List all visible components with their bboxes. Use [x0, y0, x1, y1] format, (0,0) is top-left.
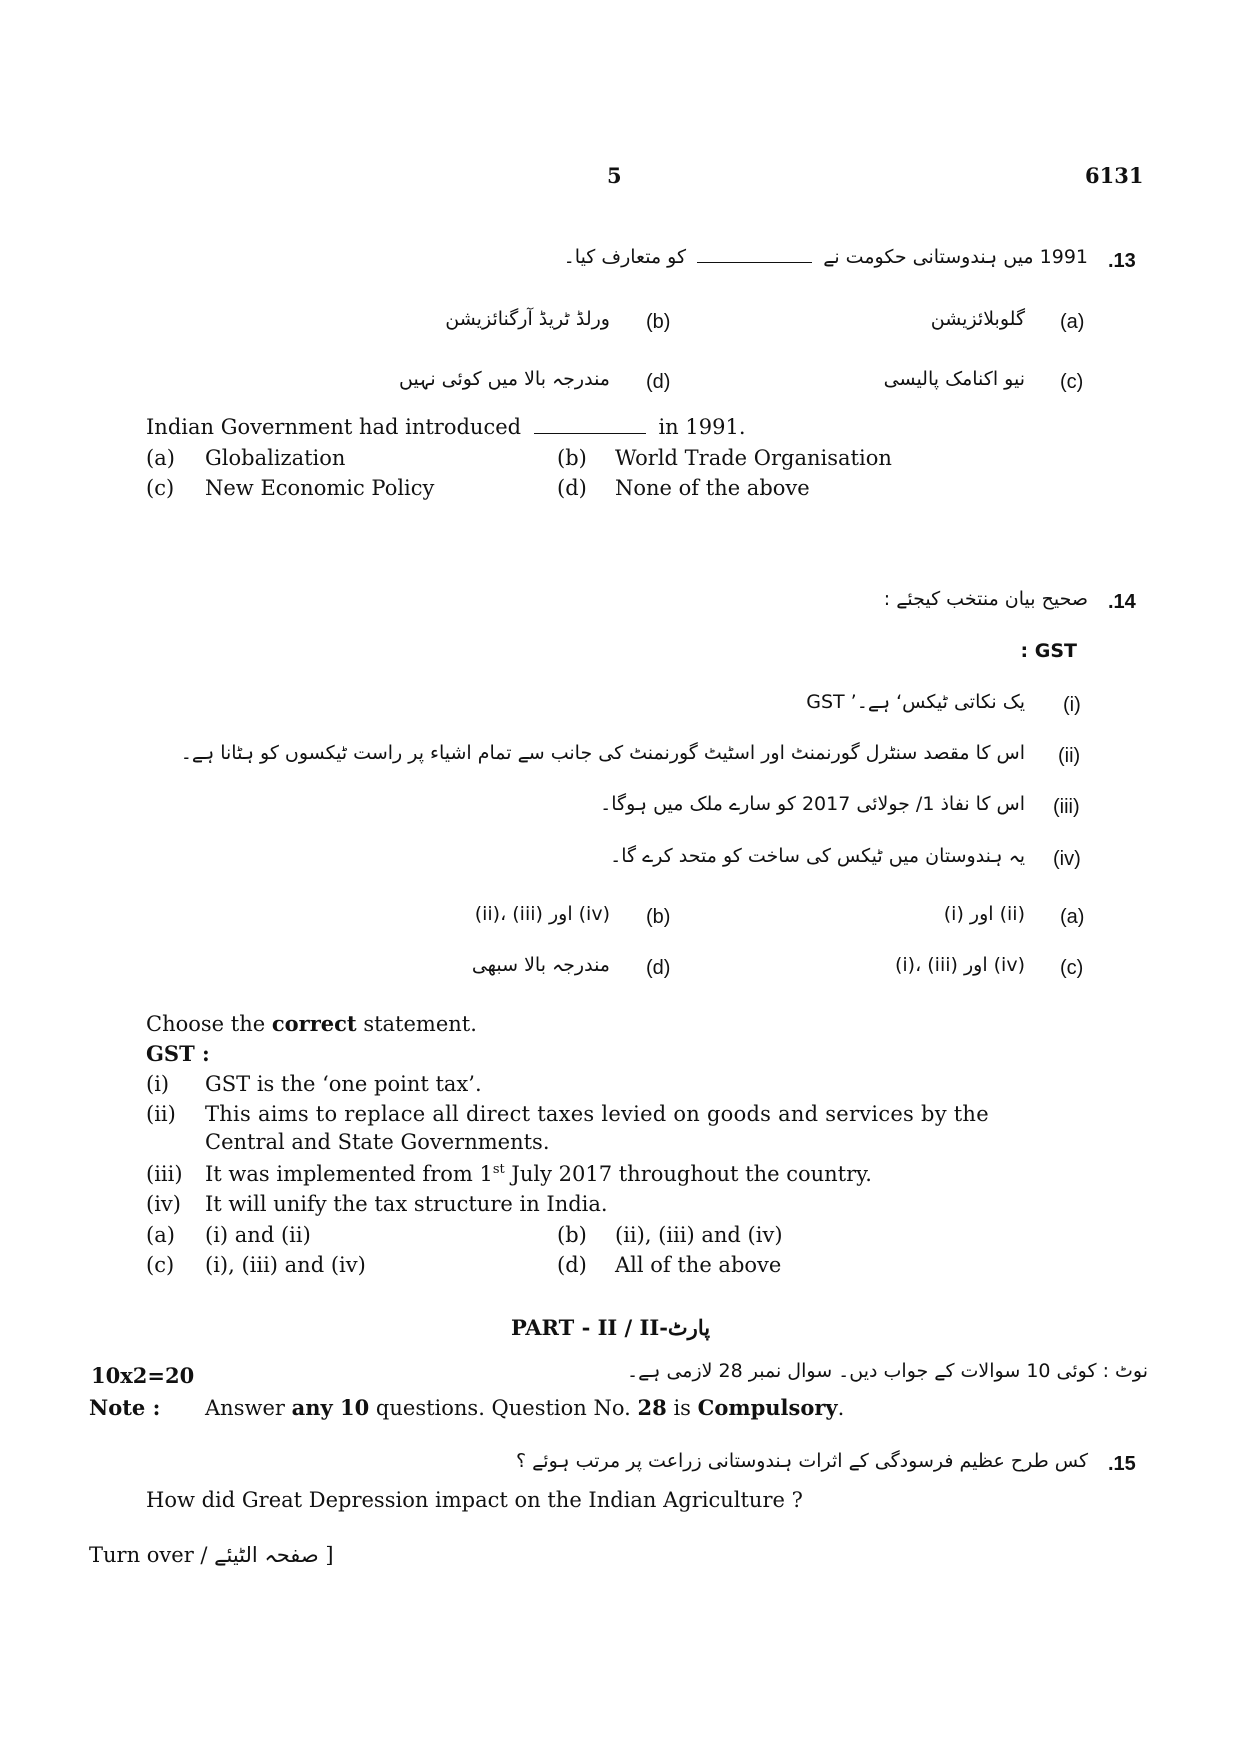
q13-english-option-label-a: (a) [146, 446, 175, 470]
q14-english-option-d: All of the above [615, 1253, 782, 1277]
q14-english-option-label-d: (d) [557, 1253, 587, 1277]
q13-urdu-suffix: کو متعارف کیا۔ [563, 246, 687, 268]
q14-english-option-c: (i), (iii) and (iv) [205, 1253, 366, 1277]
q14-urdu-statement-i: GST ’یک نکاتی ٹیکس‘ ہے۔ [806, 691, 1025, 713]
note-mid2: is [673, 1396, 691, 1420]
part-heading: PART - II / II-پارٹ [511, 1315, 711, 1340]
q14-urdu-option-b: (ii)، (iii) اور (iv) [474, 903, 610, 925]
q14-urdu-option-d: مندرجہ بالا سبھی [471, 954, 610, 976]
q13-english-option-a: Globalization [205, 446, 346, 470]
q13-urdu-option-label-a: (a) [1060, 311, 1085, 333]
q14-prompt-pre: Choose the [146, 1012, 266, 1036]
q13-urdu-option-label-c: (c) [1060, 371, 1084, 393]
q15-english: How did Great Depression impact on the Indian Agriculture ? [146, 1488, 803, 1512]
q14-english-statement-label-i: (i) [146, 1072, 170, 1096]
q14-english-option-a: (i) and (ii) [205, 1223, 311, 1247]
q14-urdu-option-c: (i)، (iii) اور (iv) [894, 954, 1025, 976]
q14-english-option-label-b: (b) [557, 1223, 587, 1247]
turn-over-footer: [ صفحہ الٹیئے / Turn over [89, 1543, 334, 1567]
q14-english-topic: GST : [146, 1041, 210, 1066]
q13-urdu-prefix: 1991 میں ہندوستانی حکومت نے [823, 246, 1088, 268]
q14-english-statement-ii: This aims to replace all direct taxes levied on goods and services by the [205, 1102, 989, 1126]
q13-english-option-label-c: (c) [146, 476, 175, 500]
q14-urdu-statement-ii: اس کا مقصد سنٹرل گورنمنٹ اور اسٹیٹ گورنمنٹ کی جانب سے تمام اشیاء پر راست ٹیکسوں کو ہٹانا ہے۔ [180, 742, 1025, 764]
q14-english-statement-iii [205, 1162, 872, 1186]
note-bold-compulsory: Compulsory [697, 1395, 838, 1420]
q14-urdu-option-label-c: (c) [1060, 957, 1084, 979]
q14-urdu-statement-iv: یہ ہندوستان میں ٹیکس کی ساخت کو متحد کرے گا۔ [610, 845, 1025, 867]
note-label: Note : [89, 1395, 161, 1420]
question-number-13: .13 [1108, 250, 1136, 272]
q13-english-after-blank: in 1991. [658, 415, 746, 439]
part-marks: 10x2=20 [91, 1363, 195, 1388]
note-end: . [837, 1396, 845, 1420]
q14-english-statement-iv: It will unify the tax structure in India. [205, 1192, 608, 1216]
q14-prompt-bold: correct [271, 1011, 357, 1036]
q14-english-prompt [146, 1011, 477, 1036]
q15-urdu: کس طرح عظیم فرسودگی کے اثرات ہندوستانی زراعت پر مرتب ہوئے ؟ [516, 1450, 1088, 1472]
q13-urdu-option-c: نیو اکنامک پالیسی [883, 368, 1025, 390]
q13-english-option-label-d: (d) [557, 476, 587, 500]
page-number: 5 [607, 163, 622, 188]
q14-urdu-statement-label-ii: (ii) [1058, 745, 1081, 767]
q14-english-option-b: (ii), (iii) and (iv) [615, 1223, 783, 1247]
q13-english-option-d: None of the above [615, 476, 810, 500]
q14-english-statement-label-iii: (iii) [146, 1162, 183, 1186]
q14-urdu-option-a: (i) اور (ii) [943, 903, 1025, 925]
note-mid: questions. Question No. [375, 1396, 631, 1420]
note-text [205, 1395, 844, 1420]
note-bold-number: 28 [637, 1395, 667, 1420]
q13-english-before-blank: Indian Government had introduced [146, 415, 522, 439]
q14-english-statement-label-iv: (iv) [146, 1192, 181, 1216]
q14-urdu-option-label-a: (a) [1060, 906, 1085, 928]
q14-urdu-statement-iii: اس کا نفاذ 1/ جولائی 2017 کو سارے ملک میں ہوگا۔ [600, 793, 1025, 815]
question-number-14: .14 [1108, 591, 1136, 613]
q14-english-statement-ii-cont: Central and State Governments. [205, 1130, 550, 1154]
answer-blank [534, 432, 646, 434]
part-urdu-note: نوٹ : کوئی 10 سوالات کے جواب دیں۔ سوال نمبر 28 لازمی ہے۔ [627, 1360, 1148, 1382]
q14-prompt-post: statement. [363, 1012, 477, 1036]
q13-urdu-option-label-d: (d) [646, 371, 671, 393]
q13-urdu-question [564, 246, 1088, 268]
q13-english-question [146, 415, 746, 439]
q14-english-statement-label-ii: (ii) [146, 1102, 176, 1126]
q14-english-option-label-a: (a) [146, 1223, 175, 1247]
note-bold-any: any 10 [291, 1395, 370, 1420]
q13-english-option-label-b: (b) [557, 446, 587, 470]
statement-iii-sup: st [492, 1162, 505, 1177]
note-pre: Answer [205, 1396, 285, 1420]
q13-urdu-option-d: مندرجہ بالا میں کوئی نہیں [399, 368, 610, 390]
q14-urdu-statement-label-iii: (iii) [1053, 796, 1080, 818]
statement-iii-post: July 2017 throughout the country. [504, 1162, 872, 1186]
question-number-15: .15 [1108, 1453, 1136, 1475]
q14-english-statement-i: GST is the ‘one point tax’. [205, 1072, 482, 1096]
q14-urdu-statement-label-i: (i) [1063, 694, 1081, 716]
q14-urdu-option-label-b: (b) [646, 906, 671, 928]
q14-english-option-label-c: (c) [146, 1253, 175, 1277]
q13-urdu-option-b: ورلڈ ٹریڈ آرگنائزیشن [445, 308, 610, 330]
paper-code: 6131 [1085, 163, 1144, 188]
q13-english-option-c: New Economic Policy [205, 476, 435, 500]
q13-english-option-b: World Trade Organisation [615, 446, 892, 470]
statement-iii-pre: It was implemented from 1 [205, 1162, 493, 1186]
q13-urdu-option-a: گلوبلائزیشن [930, 308, 1025, 330]
q13-urdu-option-label-b: (b) [646, 311, 671, 333]
q14-urdu-option-label-d: (d) [646, 957, 671, 979]
q14-urdu-topic: : GST [1020, 640, 1077, 662]
q14-urdu-prompt: صحیح بیان منتخب کیجئے : [883, 588, 1088, 610]
q14-urdu-statement-label-iv: (iv) [1053, 848, 1081, 870]
answer-blank [697, 261, 812, 263]
